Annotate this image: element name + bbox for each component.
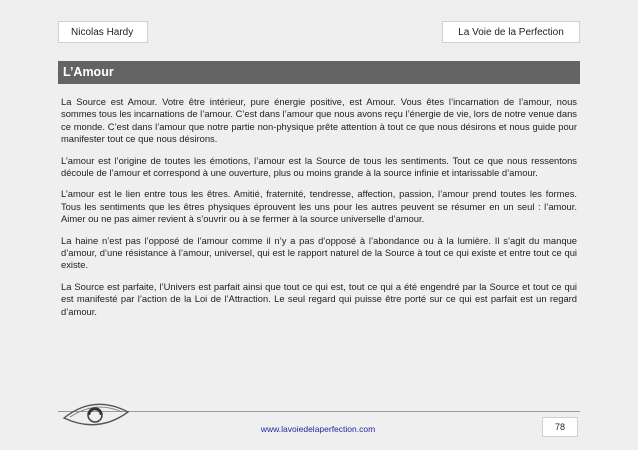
paragraph-4: La haine n’est pas l’opposé de l’amour comme il n’y a pas d’opposé à l’abondance ou à la lumière. Il s’agit du manque d’amour, d’une résistance à l’amour, universel, qui est le rapport naturel de la Source à tout ce qui existe et entre tout ce qui existe. (61, 234, 577, 271)
page-number: 78 (542, 417, 578, 437)
eye-logo-icon (58, 390, 133, 438)
header-book-title: La Voie de la Perfection (442, 21, 580, 43)
header-author: Nicolas Hardy (58, 21, 148, 43)
paragraph-2: L’amour est l’origine de toutes les émotions, l’amour est la Source de tous les sentiments. Tout ce que nous ressentons découle de l’amour et correspond à une ouverture, plus ou moins grande à la source infinie et intarissable d’amour. (61, 154, 577, 179)
paragraph-3: L’amour est le lien entre tous les êtres. Amitié, fraternité, tendresse, affection, passion, l’amour prend toutes les formes. Tous les sentiments que les êtres physiques éprouvent les uns pour les autres peuvent se résumer en un seul : l’amour. Aimer ou ne pas aimer revient à s’ouvrir ou à se fermer à la source universelle d’amour. (61, 188, 577, 225)
body-text (61, 96, 577, 327)
section-title: L’Amour (58, 61, 580, 84)
paragraph-5: La Source est parfaite, l’Univers est parfait ainsi que tout ce qui est, tout ce qui a été engendré par la Source et tout ce qui est manifesté par l’action de la Loi de l’Attraction. Le seul regard qui puisse être porté sur ce qui est parfait est un regard d’amour. (61, 280, 577, 317)
paragraph-1: La Source est Amour. Votre être intérieur, pure énergie positive, est Amour. Vous êtes l’incarnation de l’amour, nous sommes tous les incarnations de l’amour. C’est dans l’amour que nous avons reçu l’énergie de vie, lors de notre venue dans ce monde. C’est dans l’amour que notre partie non-physique prête attention à tout ce que nous désirons et nous guide pour manifester tout ce que nous désirons. (61, 96, 577, 145)
footer-url[interactable]: www.lavoiedelaperfection.com (260, 424, 376, 434)
footer-divider (58, 411, 580, 412)
